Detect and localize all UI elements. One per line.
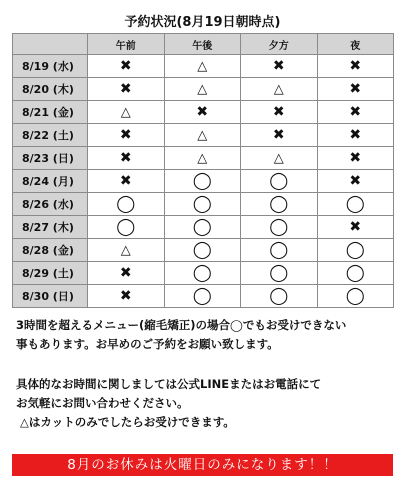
- circle-mark-icon: ◯: [192, 239, 212, 260]
- header-corner: [13, 34, 88, 55]
- cell-night: [317, 101, 394, 124]
- cell-afternoon: [164, 239, 241, 262]
- circle-mark-icon: ◯: [192, 170, 212, 191]
- circle-mark-icon: ◯: [269, 239, 289, 260]
- row-date: 8/27 (木): [13, 216, 88, 239]
- circle-mark-icon: ◯: [192, 216, 212, 237]
- cell-morning: [88, 101, 165, 124]
- cross-mark-icon: ✖: [196, 104, 209, 120]
- row-date: 8/22 (土): [13, 124, 88, 147]
- cell-evening: [241, 78, 318, 101]
- holiday-banner: 8月のお休みは火曜日のみになります！！: [12, 454, 393, 476]
- circle-mark-icon: ◯: [192, 285, 212, 306]
- row-date: 8/19 (水): [13, 55, 88, 78]
- table-row: [13, 193, 394, 216]
- cell-afternoon: [164, 262, 241, 285]
- table-row: [13, 216, 394, 239]
- circle-mark-icon: ◯: [116, 216, 136, 237]
- cell-night: [317, 170, 394, 193]
- table-row: [13, 262, 394, 285]
- cell-morning: [88, 55, 165, 78]
- availability-table: [12, 33, 394, 308]
- triangle-mark-icon: △: [273, 82, 284, 97]
- cross-mark-icon: ✖: [119, 173, 132, 189]
- circle-mark-icon: ◯: [345, 285, 365, 306]
- triangle-mark-icon: △: [120, 105, 131, 120]
- row-date: 8/28 (金): [13, 239, 88, 262]
- cell-night: [317, 262, 394, 285]
- circle-mark-icon: ◯: [345, 262, 365, 283]
- cross-mark-icon: ✖: [349, 150, 362, 166]
- header-evening: 夕方: [241, 34, 318, 55]
- row-date: 8/20 (木): [13, 78, 88, 101]
- circle-mark-icon: ◯: [116, 193, 136, 214]
- cell-morning: [88, 170, 165, 193]
- triangle-mark-icon: △: [197, 82, 208, 97]
- cross-mark-icon: ✖: [349, 219, 362, 235]
- cell-morning: [88, 216, 165, 239]
- header-night: 夜: [317, 34, 394, 55]
- cross-mark-icon: ✖: [119, 265, 132, 281]
- note-contact-line1: 具体的なお時間に関しましては公式LINEまたはお電話にて: [16, 377, 322, 391]
- table-row: [13, 239, 394, 262]
- cell-night: [317, 285, 394, 308]
- cell-evening: [241, 193, 318, 216]
- circle-mark-icon: ◯: [345, 239, 365, 260]
- page-title: 予約状況(8月19日朝時点): [124, 15, 281, 30]
- note-contact-line3: △はカットのみでしたらお受けできます。: [20, 415, 235, 429]
- cross-mark-icon: ✖: [119, 81, 132, 97]
- note-long-menu-line1: 3時間を超えるメニュー(縮毛矯正)の場合◯でもお受けできない: [16, 318, 347, 332]
- cell-evening: [241, 239, 318, 262]
- circle-mark-icon: ◯: [192, 193, 212, 214]
- cell-evening: [241, 216, 318, 239]
- cross-mark-icon: ✖: [272, 58, 285, 74]
- table-row: [13, 55, 394, 78]
- header-morning: 午前: [88, 34, 165, 55]
- triangle-mark-icon: △: [197, 128, 208, 143]
- header-afternoon: 午後: [164, 34, 241, 55]
- triangle-mark-icon: △: [273, 151, 284, 166]
- row-date: 8/24 (月): [13, 170, 88, 193]
- table-row: [13, 78, 394, 101]
- circle-mark-icon: ◯: [269, 216, 289, 237]
- cross-mark-icon: ✖: [349, 104, 362, 120]
- cross-mark-icon: ✖: [119, 58, 132, 74]
- table-body: [13, 55, 394, 308]
- triangle-mark-icon: △: [197, 59, 208, 74]
- cell-morning: [88, 239, 165, 262]
- cell-evening: [241, 147, 318, 170]
- table-row: [13, 101, 394, 124]
- row-date: 8/23 (日): [13, 147, 88, 170]
- cell-morning: [88, 78, 165, 101]
- note-long-menu-line2: 事もあります。お早めのご予約をお願い致します。: [16, 337, 279, 351]
- row-date: 8/26 (水): [13, 193, 88, 216]
- cell-afternoon: [164, 101, 241, 124]
- table-row: [13, 124, 394, 147]
- cell-afternoon: [164, 124, 241, 147]
- row-date: 8/30 (日): [13, 285, 88, 308]
- cross-mark-icon: ✖: [349, 58, 362, 74]
- cell-afternoon: [164, 78, 241, 101]
- row-date: 8/21 (金): [13, 101, 88, 124]
- cell-evening: [241, 124, 318, 147]
- cell-evening: [241, 55, 318, 78]
- circle-mark-icon: ◯: [345, 193, 365, 214]
- cell-afternoon: [164, 55, 241, 78]
- cell-night: [317, 239, 394, 262]
- cell-night: [317, 55, 394, 78]
- cell-evening: [241, 101, 318, 124]
- cell-morning: [88, 147, 165, 170]
- cell-evening: [241, 285, 318, 308]
- triangle-mark-icon: △: [120, 243, 131, 258]
- cell-evening: [241, 262, 318, 285]
- note-contact: [16, 375, 396, 432]
- table-row: [13, 285, 394, 308]
- circle-mark-icon: ◯: [269, 170, 289, 191]
- cell-morning: [88, 262, 165, 285]
- table-row: [13, 170, 394, 193]
- cell-night: [317, 124, 394, 147]
- note-long-menu: [16, 316, 396, 354]
- note-contact-line2: お気軽にお問い合わせください。: [16, 396, 189, 410]
- circle-mark-icon: ◯: [269, 285, 289, 306]
- cell-afternoon: [164, 285, 241, 308]
- cross-mark-icon: ✖: [272, 104, 285, 120]
- cross-mark-icon: ✖: [349, 127, 362, 143]
- cross-mark-icon: ✖: [272, 127, 285, 143]
- cell-night: [317, 193, 394, 216]
- triangle-mark-icon: △: [197, 151, 208, 166]
- cell-afternoon: [164, 216, 241, 239]
- cell-morning: [88, 285, 165, 308]
- circle-mark-icon: ◯: [269, 262, 289, 283]
- cell-evening: [241, 170, 318, 193]
- circle-mark-icon: ◯: [192, 262, 212, 283]
- cell-night: [317, 78, 394, 101]
- cell-afternoon: [164, 193, 241, 216]
- cross-mark-icon: ✖: [119, 150, 132, 166]
- table-header: [13, 34, 394, 55]
- cell-night: [317, 147, 394, 170]
- row-date: 8/29 (土): [13, 262, 88, 285]
- cell-morning: [88, 193, 165, 216]
- cross-mark-icon: ✖: [349, 173, 362, 189]
- cell-night: [317, 216, 394, 239]
- cell-afternoon: [164, 147, 241, 170]
- circle-mark-icon: ◯: [269, 193, 289, 214]
- cross-mark-icon: ✖: [349, 81, 362, 97]
- cross-mark-icon: ✖: [119, 127, 132, 143]
- cell-morning: [88, 124, 165, 147]
- table-row: [13, 147, 394, 170]
- cross-mark-icon: ✖: [119, 288, 132, 304]
- cell-afternoon: [164, 170, 241, 193]
